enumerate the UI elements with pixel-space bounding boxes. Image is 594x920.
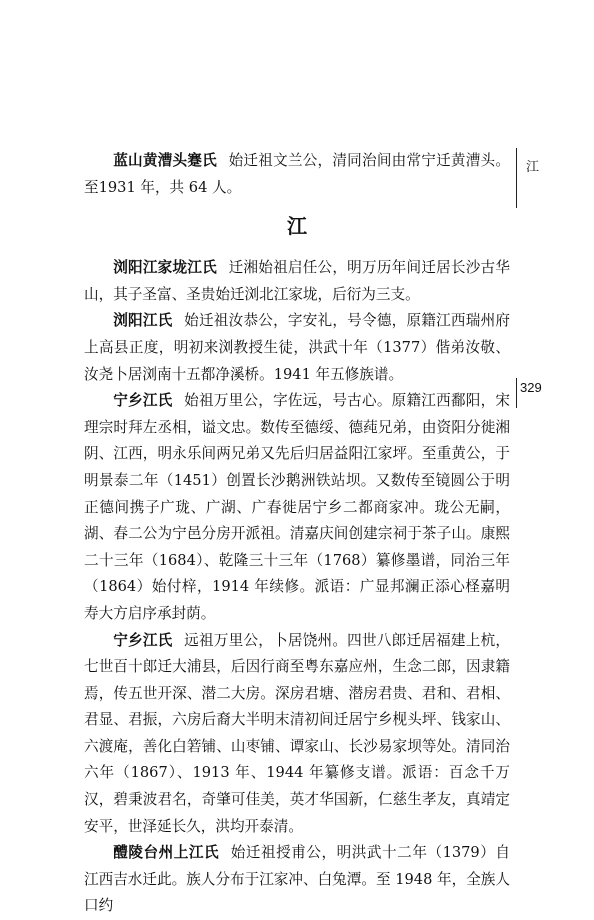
clan-name: 醴陵台州上江氏 — [113, 844, 220, 862]
clan-entry — [84, 388, 510, 627]
clan-entry — [84, 148, 510, 201]
clan-name: 浏阳江氏 — [113, 312, 173, 330]
clan-description: 始迁祖汝恭公，字安礼，号令德，原籍江西瑞州府上高县正度，明初来浏教授生徒，洪武十年（1377）偕弟汝敬、汝尧卜居浏南十五都净溪桥。1941 年五修族谱。 — [84, 312, 510, 383]
margin-rule — [516, 378, 517, 408]
clan-description: 始迁祖文兰公，清同治间由常宁迁黄漕头。至1931 年，共 64 人。 — [84, 152, 510, 196]
clan-entry — [84, 255, 510, 308]
margin-rule — [516, 148, 517, 208]
clan-description: 始祖万里公，字佐远，号古心。原籍江西鄱阳，宋理宗时拜左丞相，谥文忠。数传至德绥、德莼兄弟，由资阳分徙湘阴、江西，明永乐间两兄弟又先后归居益阳江家坪。至重黄公，于明景泰二年（1451）创置长沙鹅洲铁站坝。又数传至镜圆公于明正德间携子广珑、广湖、广春徙居宁乡二都商家冲。珑公无嗣，湖、春二公为宁邑分房开派祖。清嘉庆间创建宗祠于茶子山。康熙二十三年（1684）、乾隆三十三年（1768）纂修墨谱，同治三年（1864）始付梓，1914 年续修。派语：广显邦澜正添心柽嘉明寿大方启序承封荫。 — [84, 392, 510, 622]
clan-entry — [84, 628, 510, 841]
clan-description: 始迁祖授甫公，明洪武十二年（1379）自江西吉水迁此。族人分布于江家冲、白兔潭。至 1948 年，全族人口约 — [84, 844, 510, 915]
page-number: 329 — [520, 380, 542, 395]
clan-description: 迁湘始祖启任公，明万历年间迁居长沙古华山，其子圣富、圣贵始迁浏北江家垅，后衍为三支。 — [84, 259, 510, 303]
clan-name: 宁乡江氏 — [113, 392, 173, 410]
running-head: 江 — [526, 160, 540, 175]
clan-name: 蓝山黄漕头蹇氏 — [113, 152, 217, 169]
section-heading: 江 — [287, 214, 307, 239]
clan-entry — [84, 308, 510, 388]
body-text — [84, 148, 510, 920]
clan-entry — [84, 840, 510, 920]
clan-name: 浏阳江家垅江氏 — [113, 259, 217, 277]
clan-description: 远祖万里公，卜居饶州。四世八郎迁居福建上杭，七世百十郎迁大浦县，后因行商至粤东嘉应州，生念二郎，因隶籍焉，传五世开深、潜二大房。深房君塘、潜房君贵、君和、君相、君显、君振，六房后裔大半明末清初间迁居宁乡枧头坪、钱家山、六渡庵，善化白箬铺、山枣铺、谭家山、长沙易家坝等处。清同治六年（1867）、1913 年、1944 年纂修支谱。派语：百念千万汉，碧秉波君名，奇肇可佳美，英才华国新，仁慈生孝友，真靖定安平，世泽延长久，洪均开泰清。 — [84, 631, 510, 835]
clan-name: 宁乡江氏 — [113, 631, 173, 649]
